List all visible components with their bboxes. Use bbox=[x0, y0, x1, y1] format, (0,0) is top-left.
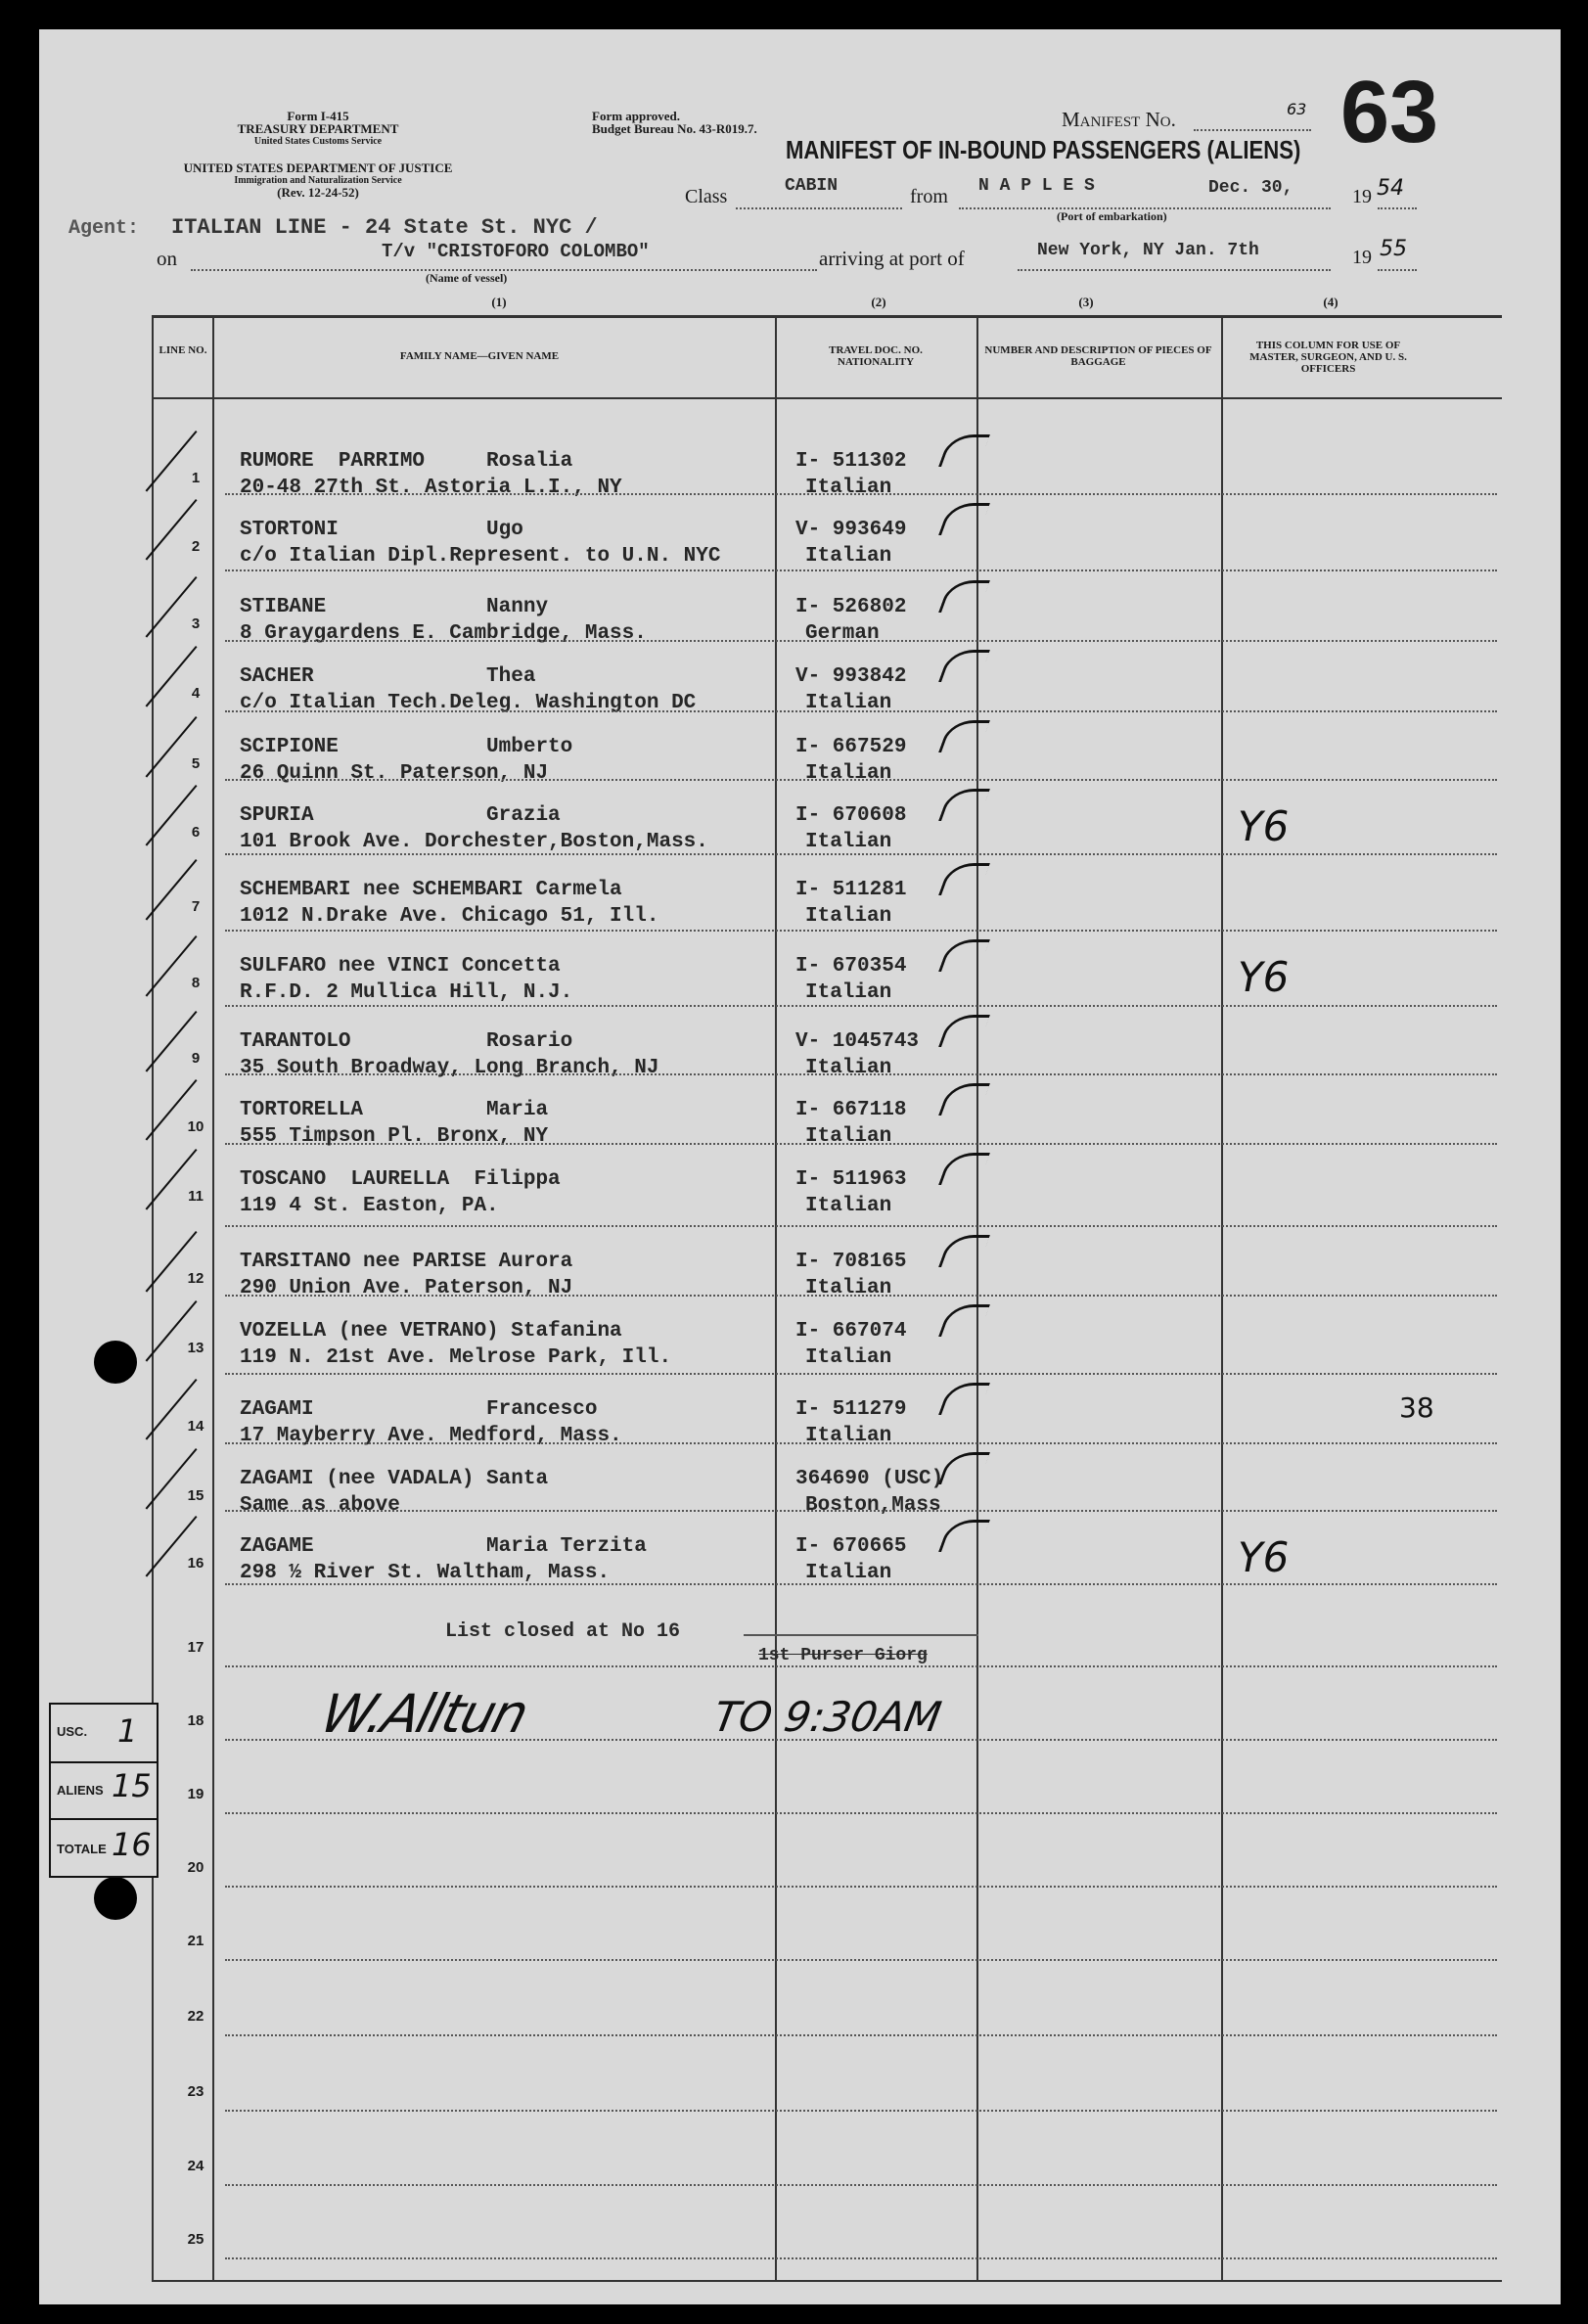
line-number: 23 bbox=[187, 2083, 204, 2100]
passenger-address: 26 Quinn St. Paterson, NJ bbox=[240, 762, 549, 785]
officer-mark: 38 bbox=[1399, 1391, 1434, 1424]
usc-value: 1 bbox=[117, 1712, 138, 1750]
nationality: Italian bbox=[805, 1125, 892, 1148]
manifest-no-small: 63 bbox=[1287, 100, 1307, 118]
form-number: Form I-415 bbox=[287, 109, 349, 123]
check-mark bbox=[938, 863, 990, 895]
passenger-name: ZAGAMI Francesco bbox=[240, 1398, 598, 1421]
passenger-name: SCHEMBARI nee SCHEMBARI Carmela bbox=[240, 879, 622, 901]
list-closed-text: List closed at No 16 bbox=[445, 1620, 681, 1643]
passenger-name: TARSITANO nee PARISE Aurora bbox=[240, 1251, 573, 1273]
customs-service: United States Customs Service bbox=[253, 136, 383, 147]
passenger-address: 555 Timpson Pl. Bronx, NY bbox=[240, 1125, 549, 1148]
line-number: 13 bbox=[187, 1340, 204, 1356]
passenger-name: SPURIA Grazia bbox=[240, 804, 561, 827]
col-head-name: FAMILY NAME—GIVEN NAME bbox=[399, 350, 560, 362]
passenger-name: TOSCANO LAURELLA Filippa bbox=[240, 1168, 561, 1191]
line-number: 11 bbox=[188, 1188, 204, 1205]
travel-doc-number: V- 1045743 bbox=[795, 1030, 920, 1053]
line-number: 2 bbox=[191, 538, 201, 555]
nationality: Italian bbox=[805, 1562, 892, 1584]
col-number-3: (3) bbox=[1078, 295, 1094, 309]
from-label: from bbox=[910, 186, 948, 207]
passenger-name: SCIPIONE Umberto bbox=[240, 736, 573, 758]
passenger-address: 298 ½ River St. Waltham, Mass. bbox=[240, 1562, 611, 1584]
line-number: 4 bbox=[191, 685, 201, 702]
aliens-value: 15 bbox=[112, 1767, 152, 1804]
passenger-address: c/o Italian Dipl.Represent. to U.N. NYC bbox=[240, 545, 721, 568]
passenger-address: 35 South Broadway, Long Branch, NJ bbox=[240, 1057, 659, 1079]
nationality: Italian bbox=[805, 1195, 892, 1217]
passenger-name: TARANTOLO Rosario bbox=[240, 1030, 573, 1053]
travel-doc-number: I- 670665 bbox=[795, 1535, 907, 1558]
line-number: 5 bbox=[191, 755, 201, 772]
time-stamp: TO 9:30AM bbox=[709, 1693, 945, 1741]
manifest-title: MANIFEST OF IN-BOUND PASSENGERS (ALIENS) bbox=[786, 135, 1301, 164]
col-head-baggage: NUMBER AND DESCRIPTION OF PIECES OF BAGGAGE bbox=[984, 344, 1212, 368]
check-mark bbox=[938, 434, 990, 467]
travel-doc-number: I- 667529 bbox=[795, 736, 907, 758]
travel-doc-number: 364690 (USC) bbox=[795, 1468, 944, 1490]
manifest-no-big: 63 bbox=[1340, 64, 1439, 161]
passenger-address: 20-48 27th St. Astoria L.I., NY bbox=[240, 477, 622, 499]
check-mark bbox=[938, 1452, 990, 1484]
passenger-name: STORTONI Ugo bbox=[240, 519, 523, 541]
passenger-name: RUMORE PARRIMO Rosalia bbox=[240, 450, 573, 473]
passenger-name: STIBANE Nanny bbox=[240, 596, 549, 618]
check-mark bbox=[938, 1304, 990, 1337]
nationality: Italian bbox=[805, 1057, 892, 1079]
line-number: 15 bbox=[187, 1487, 204, 1504]
nationality: Italian bbox=[805, 762, 892, 785]
check-mark bbox=[938, 1015, 990, 1047]
manifest-no-label: Manifest No. bbox=[1062, 108, 1176, 131]
treasury-dept: TREASURY DEPARTMENT bbox=[237, 121, 399, 136]
year-value: 54 bbox=[1377, 176, 1404, 201]
travel-doc-number: I- 670608 bbox=[795, 804, 907, 827]
check-mark bbox=[938, 503, 990, 535]
travel-doc-number: I- 708165 bbox=[795, 1251, 907, 1273]
line-number: 20 bbox=[187, 1859, 204, 1876]
officer-mark: Y6 bbox=[1238, 953, 1290, 1001]
nationality: Italian bbox=[805, 545, 892, 568]
travel-doc-number: I- 667074 bbox=[795, 1320, 907, 1343]
passenger-address: 8 Graygardens E. Cambridge, Mass. bbox=[240, 622, 647, 645]
travel-doc-number: V- 993649 bbox=[795, 519, 907, 541]
line-number: 14 bbox=[187, 1418, 204, 1435]
passenger-name: TORTORELLA Maria bbox=[240, 1099, 549, 1121]
nationality: Italian bbox=[805, 1425, 892, 1447]
col-head-officers: THIS COLUMN FOR USE OF MASTER, SURGEON, AND U. S. OFFICERS bbox=[1249, 340, 1407, 375]
line-number: 22 bbox=[187, 2008, 204, 2025]
line-number: 24 bbox=[187, 2158, 204, 2174]
nationality: German bbox=[805, 622, 880, 645]
nationality: Boston,Mass bbox=[805, 1494, 941, 1517]
passenger-address: 119 4 St. Easton, PA. bbox=[240, 1195, 499, 1217]
col-number-2: (2) bbox=[871, 295, 886, 309]
travel-doc-number: I- 670354 bbox=[795, 955, 907, 978]
vessel-value: T/v "CRISTOFORO COLOMBO" bbox=[382, 241, 650, 262]
date-value: Dec. 30, bbox=[1208, 178, 1293, 198]
passenger-address: 101 Brook Ave. Dorchester,Boston,Mass. bbox=[240, 831, 708, 853]
travel-doc-number: I- 667118 bbox=[795, 1099, 907, 1121]
budget-bureau: Budget Bureau No. 43-R019.7. bbox=[592, 121, 757, 136]
on-label: on bbox=[157, 247, 177, 270]
purser-text: 1st Purser Giorg bbox=[758, 1646, 928, 1665]
passenger-name: ZAGAMI (nee VADALA) Santa bbox=[240, 1468, 549, 1490]
travel-doc-number: V- 993842 bbox=[795, 665, 907, 688]
arrive-value: New York, NY Jan. 7th bbox=[1037, 241, 1259, 260]
passenger-address: 290 Union Ave. Paterson, NJ bbox=[240, 1277, 573, 1299]
class-label: Class bbox=[685, 186, 728, 207]
line-number: 21 bbox=[187, 1933, 204, 1949]
line-number: 6 bbox=[191, 824, 201, 841]
col-number-1: (1) bbox=[491, 295, 507, 309]
punch-hole-bottom bbox=[94, 1877, 137, 1920]
passenger-name: VOZELLA (nee VETRANO) Stafanina bbox=[240, 1320, 622, 1343]
nationality: Italian bbox=[805, 477, 892, 499]
check-mark bbox=[938, 939, 990, 972]
usc-label: USC. bbox=[57, 1724, 88, 1739]
class-value: CABIN bbox=[785, 176, 839, 196]
year-prefix: 19 bbox=[1352, 186, 1372, 207]
check-mark bbox=[938, 1383, 990, 1415]
tally-box bbox=[49, 1703, 159, 1878]
col-head-line-no: LINE NO. bbox=[159, 344, 207, 356]
line-number: 9 bbox=[191, 1050, 201, 1067]
punch-hole-top bbox=[94, 1341, 137, 1384]
check-mark bbox=[938, 789, 990, 821]
nationality: Italian bbox=[805, 981, 892, 1004]
total-label: TOTALE bbox=[57, 1842, 107, 1856]
passenger-name: SACHER Thea bbox=[240, 665, 536, 688]
line-number: 18 bbox=[187, 1712, 204, 1729]
passenger-address: R.F.D. 2 Mullica Hill, N.J. bbox=[240, 981, 573, 1004]
line-number: 25 bbox=[187, 2231, 204, 2248]
passenger-address: 119 N. 21st Ave. Melrose Park, Ill. bbox=[240, 1346, 672, 1369]
travel-doc-number: I- 511963 bbox=[795, 1168, 907, 1191]
arrive-year-value: 55 bbox=[1380, 237, 1407, 261]
line-number: 1 bbox=[191, 470, 201, 486]
signature: W.Alltun bbox=[314, 1683, 534, 1745]
travel-doc-number: I- 511302 bbox=[795, 450, 907, 473]
nationality: Italian bbox=[805, 692, 892, 714]
port-embark-caption: (Port of embarkation) bbox=[1057, 209, 1167, 223]
passenger-name: SULFARO nee VINCI Concetta bbox=[240, 955, 561, 978]
passenger-address: c/o Italian Tech.Deleg. Washington DC bbox=[240, 692, 697, 714]
check-mark bbox=[938, 650, 990, 682]
total-value: 16 bbox=[112, 1826, 152, 1863]
check-mark bbox=[938, 1083, 990, 1116]
nationality: Italian bbox=[805, 1277, 892, 1299]
line-number: 7 bbox=[191, 898, 201, 915]
line-number: 12 bbox=[187, 1270, 204, 1287]
form-approved: Form approved. bbox=[592, 109, 681, 123]
line-number: 8 bbox=[191, 975, 201, 991]
line-number: 17 bbox=[187, 1639, 204, 1656]
check-mark bbox=[938, 1153, 990, 1185]
check-mark bbox=[938, 1520, 990, 1552]
nationality: Italian bbox=[805, 831, 892, 853]
passenger-address: 1012 N.Drake Ave. Chicago 51, Ill. bbox=[240, 905, 659, 928]
check-mark bbox=[938, 720, 990, 752]
check-mark bbox=[938, 580, 990, 613]
col-head-travel-doc: TRAVEL DOC. NO. NATIONALITY bbox=[829, 344, 923, 368]
revision: (Rev. 12-24-52) bbox=[277, 185, 359, 200]
ins-service: Immigration and Naturalization Service bbox=[234, 175, 402, 186]
justice-dept: UNITED STATES DEPARTMENT OF JUSTICE bbox=[183, 160, 453, 175]
travel-doc-number: I- 526802 bbox=[795, 596, 907, 618]
manifest-page bbox=[39, 29, 1561, 2304]
agent-value: ITALIAN LINE - 24 State St. NYC / bbox=[171, 215, 598, 240]
passenger-address: 17 Mayberry Ave. Medford, Mass. bbox=[240, 1425, 622, 1447]
agent-label: Agent: bbox=[68, 217, 140, 240]
check-mark bbox=[938, 1235, 990, 1267]
arriving-label: arriving at port of bbox=[819, 247, 965, 270]
col-number-4: (4) bbox=[1323, 295, 1338, 309]
aliens-label: ALIENS bbox=[57, 1783, 104, 1798]
nationality: Italian bbox=[805, 1346, 892, 1369]
line-number: 3 bbox=[191, 615, 201, 632]
officer-mark: Y6 bbox=[1238, 1533, 1290, 1581]
line-number: 10 bbox=[187, 1118, 204, 1135]
travel-doc-number: I- 511279 bbox=[795, 1398, 907, 1421]
line-number: 16 bbox=[187, 1555, 204, 1572]
vessel-caption: (Name of vessel) bbox=[426, 271, 508, 285]
passenger-name: ZAGAME Maria Terzita bbox=[240, 1535, 647, 1558]
line-number: 19 bbox=[187, 1786, 204, 1802]
nationality: Italian bbox=[805, 905, 892, 928]
officer-mark: Y6 bbox=[1238, 802, 1290, 850]
passenger-address: Same as above bbox=[240, 1494, 400, 1517]
arrive-year-prefix: 19 bbox=[1352, 247, 1372, 268]
travel-doc-number: I- 511281 bbox=[795, 879, 907, 901]
from-value: N A P L E S bbox=[978, 176, 1095, 196]
